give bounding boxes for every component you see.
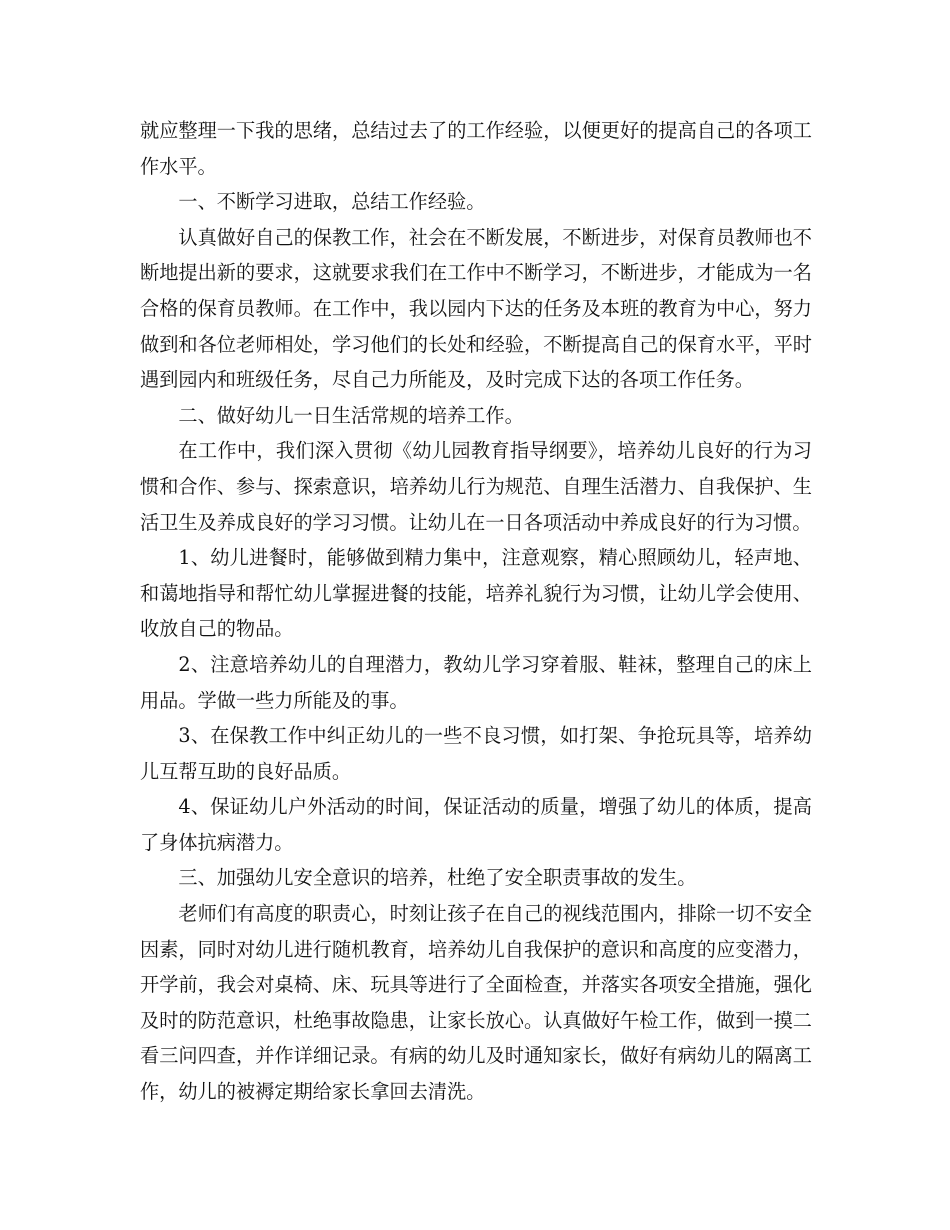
list-item-2: 2、注意培养幼儿的自理潜力，教幼儿学习穿着服、鞋袜，整理自己的床上用品。学做一些力所能及的事。 xyxy=(140,652,812,712)
list-item-1: 1、幼儿进餐时，能够做到精力集中，注意观察，精心照顾幼儿，轻声地、和蔼地指导和帮忙幼儿掌握进餐的技能，培养礼貌行为习惯，让幼儿学会使用、收放自己的物品。 xyxy=(140,546,812,641)
section-heading-1: 一、不断学习进取，总结工作经验。 xyxy=(178,190,486,214)
list-item-3: 3、在保教工作中纠正幼儿的一些不良习惯，如打架、争抢玩具等，培养幼儿互帮互助的良好品质。 xyxy=(140,724,812,783)
section-heading-3: 三、加强幼儿安全意识的培养，杜绝了安全职责事故的发生。 xyxy=(178,866,697,890)
paragraph-1: 就应整理一下我的思绪，总结过去了的工作经验，以便更好的提高自己的各项工作水平。 xyxy=(140,119,812,178)
paragraph-2: 认真做好自己的保教工作，社会在不断发展，不断进步，对保育员教师也不断地提出新的要求，这就要求我们在工作中不断学习，不断进步，才能成为一名合格的保育员教师。在工作中，我以园内下达的任务及本班的教育为中心，努力做到和各位老师相处，学习他们的长处和经验，不断提高自己的保育水平，平时遇到园内和班级任务，尽自己力所能及，及时完成下达的各项工作任务。 xyxy=(140,225,812,392)
paragraph-4: 老师们有高度的职责心，时刻让孩子在自己的视线范围内，排除一切不安全因素，同时对幼儿进行随机教育，培养幼儿自我保护的意识和高度的应变潜力，开学前，我会对桌椅、床、玩具等进行了全面检查，并落实各项安全措施，强化及时的防范意识，杜绝事故隐患，让家长放心。认真做好午检工作，做到一摸二看三问四查，并作详细记录。有病的幼儿及时通知家长，做好有病幼儿的隔离工作，幼儿的被褥定期给家长拿回去清洗。 xyxy=(140,902,812,1104)
list-item-4: 4、保证幼儿户外活动的时间，保证活动的质量，增强了幼儿的体质，提高了身体抗病潜力。 xyxy=(140,795,812,854)
paragraph-3: 在工作中，我们深入贯彻《幼儿园教育指导纲要》，培养幼儿良好的行为习惯和合作、参与、探索意识，培养幼儿行为规范、自理生活潜力、自我保护、生活卫生及养成良好的学习习惯。让幼儿在一日各项活动中养成良好的行为习惯。 xyxy=(140,439,812,534)
document-page xyxy=(140,113,812,1110)
section-heading-2: 二、做好幼儿一日生活常规的培养工作。 xyxy=(178,403,524,427)
